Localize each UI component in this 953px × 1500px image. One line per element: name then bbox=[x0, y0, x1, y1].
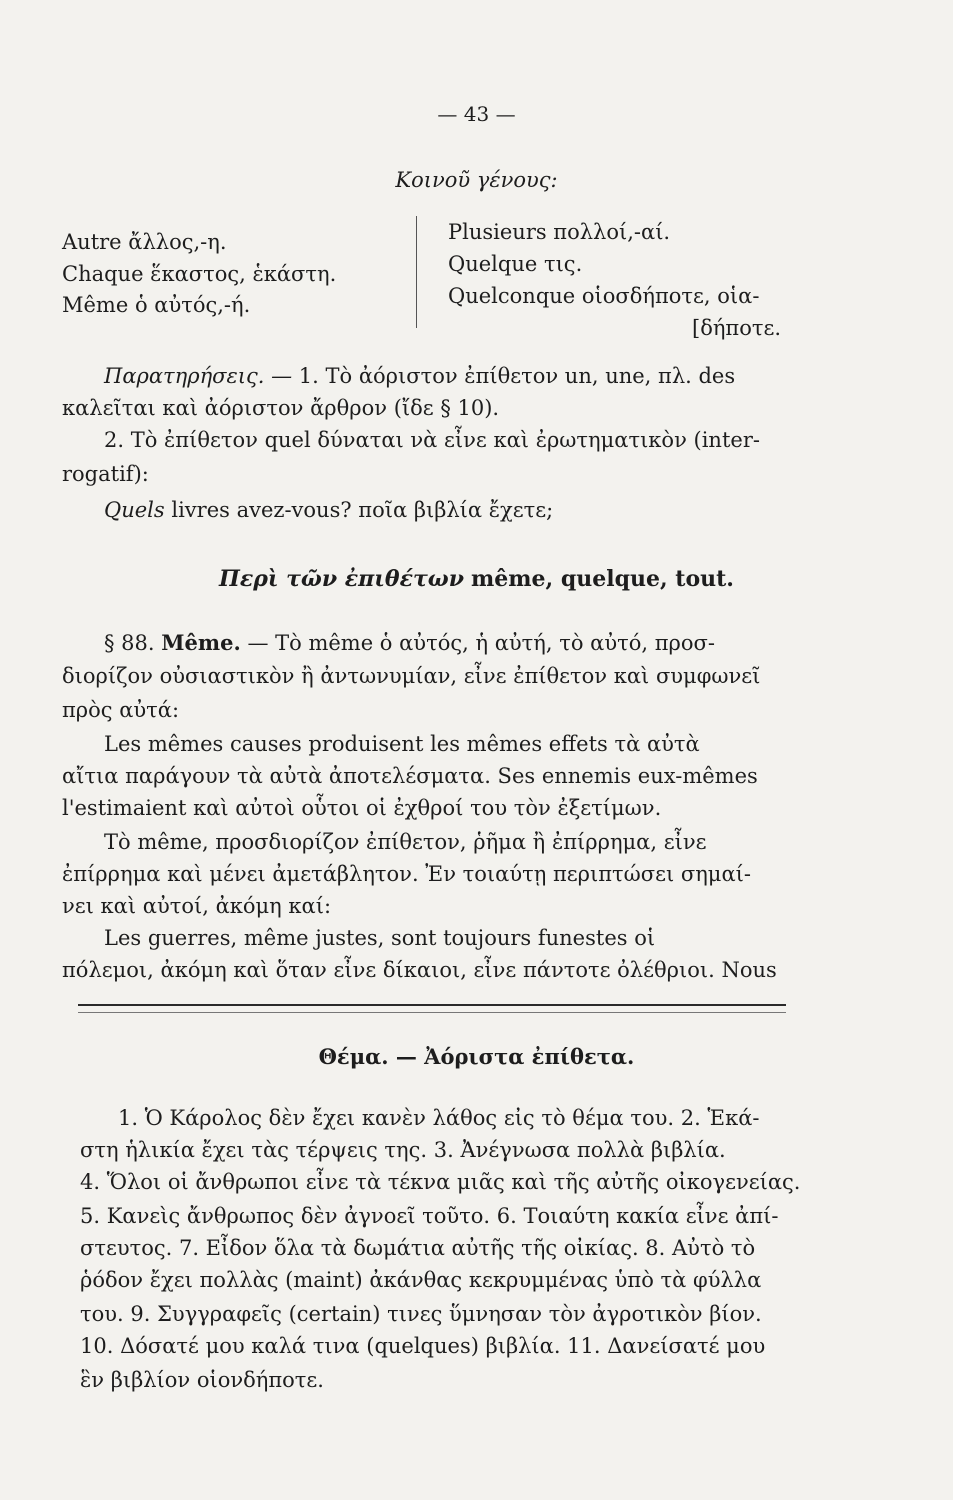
p88-line-11: πόλεμοι, ἀκόμη καὶ ὅταν εἶνε δίκαιοι, εἶνε πάντοτε ὀλέθριοι. Nous bbox=[62, 958, 777, 982]
exercise-line-6: ῥόδον ἔχει πολλὰς (maint) ἀκάνθας κεκρυμμένας ὑπὸ τὰ φύλλα bbox=[80, 1268, 762, 1292]
remarks-line-1 bbox=[104, 366, 735, 387]
remarks-line-4: rogatif): bbox=[62, 462, 149, 486]
section-heading bbox=[0, 568, 953, 591]
left-item-autre: Autre ἄλλος,-η. bbox=[62, 230, 227, 254]
p88-line-4: Les mêmes causes produisent les mêmes effets τὰ αὐτὰ bbox=[104, 732, 700, 756]
exercise-heading: Θέμα. — Ἀόριστα ἐπίθετα. bbox=[318, 1044, 635, 1069]
remarks-line-2: καλεῖται καὶ ἀόριστον ἄρθρον (ἴδε § 10). bbox=[62, 396, 500, 420]
p88-line-7: Τὸ même, προσδιορίζον ἐπίθετον, ῥῆμα ἢ ἐπίρρημα, εἶνε bbox=[104, 830, 707, 854]
p88-number: § 88. bbox=[104, 631, 155, 655]
p88-text-1: — Τὸ même ὁ αὐτός, ἡ αὐτή, τὸ αὐτό, προσ- bbox=[247, 631, 715, 655]
exercise-line-8: 10. Δόσατέ μου καλά τινα (quelques) βιβλία. 11. Δανείσατέ μου bbox=[80, 1334, 766, 1358]
separator-rule-thin bbox=[78, 1012, 786, 1013]
page-number: — 43 — bbox=[437, 102, 516, 126]
right-item-quelconque: Quelconque οἱοσδήποτε, οἱα- bbox=[448, 284, 760, 308]
p88-title: Même. bbox=[161, 630, 241, 655]
right-item-quelque: Quelque τις. bbox=[448, 252, 583, 276]
section-heading-french: même, quelque, tout. bbox=[471, 566, 734, 592]
exercise-line-7: του. 9. Συγγραφεῖς (certain) τινες ὕμνησαν τὸν ἀγροτικὸν βίον. bbox=[80, 1302, 762, 1326]
exercise-line-5: στευτος. 7. Εἶδον ὅλα τὰ δωμάτια αὐτῆς τῆς οἰκίας. 8. Αὐτὸ τὸ bbox=[80, 1236, 756, 1260]
column-divider bbox=[416, 216, 417, 328]
separator-rule bbox=[78, 1004, 786, 1006]
p88-line-6: l'estimaient καὶ αὐτοὶ οὗτοι οἱ ἐχθροί του τὸν ἐξετίμων. bbox=[62, 796, 662, 820]
p88-line-5: αἴτια παράγουν τὰ αὐτὰ ἀποτελέσματα. Ses ennemis eux-mêmes bbox=[62, 764, 758, 788]
exercise-line-1: 1. Ὁ Κάρολος δὲν ἔχει κανὲν λάθος εἰς τὸ θέμα του. 2. Ἑκά- bbox=[118, 1106, 760, 1130]
common-gender-heading: Κοινοῦ γένους: bbox=[395, 168, 558, 192]
remarks-example bbox=[104, 500, 553, 521]
p88-line-8: ἐπίρρημα καὶ μένει ἀμετάβλητον. Ἐν τοιαύτῃ περιπτώσει σημαί- bbox=[62, 862, 751, 886]
exercise-line-9: ἓν βιβλίον οἱονδήποτε. bbox=[80, 1368, 324, 1392]
right-item-plusieurs: Plusieurs πολλοί,-αί. bbox=[448, 220, 671, 244]
p88-line-2: διορίζον οὐσιαστικὸν ἢ ἀντωνυμίαν, εἶνε ἐπίθετον καὶ συμφωνεῖ bbox=[62, 664, 761, 688]
exercise-line-3: 4. Ὅλοι οἱ ἄνθρωποι εἶνε τὰ τέκνα μιᾶς καὶ τῆς αὐτῆς οἰκογενείας. bbox=[80, 1170, 801, 1194]
p88-line-1 bbox=[104, 632, 715, 654]
exercise-line-2: στη ἡλικία ἔχει τὰς τέρψεις της. 3. Ἀνέγνωσα πολλὰ βιβλία. bbox=[80, 1138, 726, 1162]
exercise-line-4: 5. Κανεὶς ἄνθρωπος δὲν ἀγνοεῖ τοῦτο. 6. Τοιαύτη κακία εἶνε ἀπί- bbox=[80, 1204, 779, 1228]
remarks-label: Παρατηρήσεις. — bbox=[104, 364, 293, 388]
right-item-quelconque-cont: [δήποτε. bbox=[692, 316, 782, 340]
section-heading-greek: Περὶ τῶν ἐπιθέτων bbox=[219, 566, 464, 592]
p88-line-3: πρὸς αὐτά: bbox=[62, 698, 180, 722]
remarks-example-rest: livres avez-vous? ποῖα βιβλία ἔχετε; bbox=[171, 498, 554, 522]
left-item-chaque: Chaque ἕκαστος, ἑκάστη. bbox=[62, 262, 337, 286]
left-item-meme: Même ὁ αὐτός,-ή. bbox=[62, 293, 251, 317]
p88-line-10: Les guerres, même justes, sont toujours funestes οἱ bbox=[104, 926, 656, 950]
remarks-text-1: 1. Τὸ ἀόριστον ἐπίθετον un, une, πλ. des bbox=[298, 364, 736, 388]
remarks-example-italic: Quels bbox=[104, 498, 165, 522]
p88-line-9: νει καὶ αὐτοί, ἀκόμη καί: bbox=[62, 894, 332, 918]
remarks-line-3: 2. Τὸ ἐπίθετον quel δύναται νὰ εἶνε καὶ ἐρωτηματικὸν (inter- bbox=[104, 428, 760, 452]
